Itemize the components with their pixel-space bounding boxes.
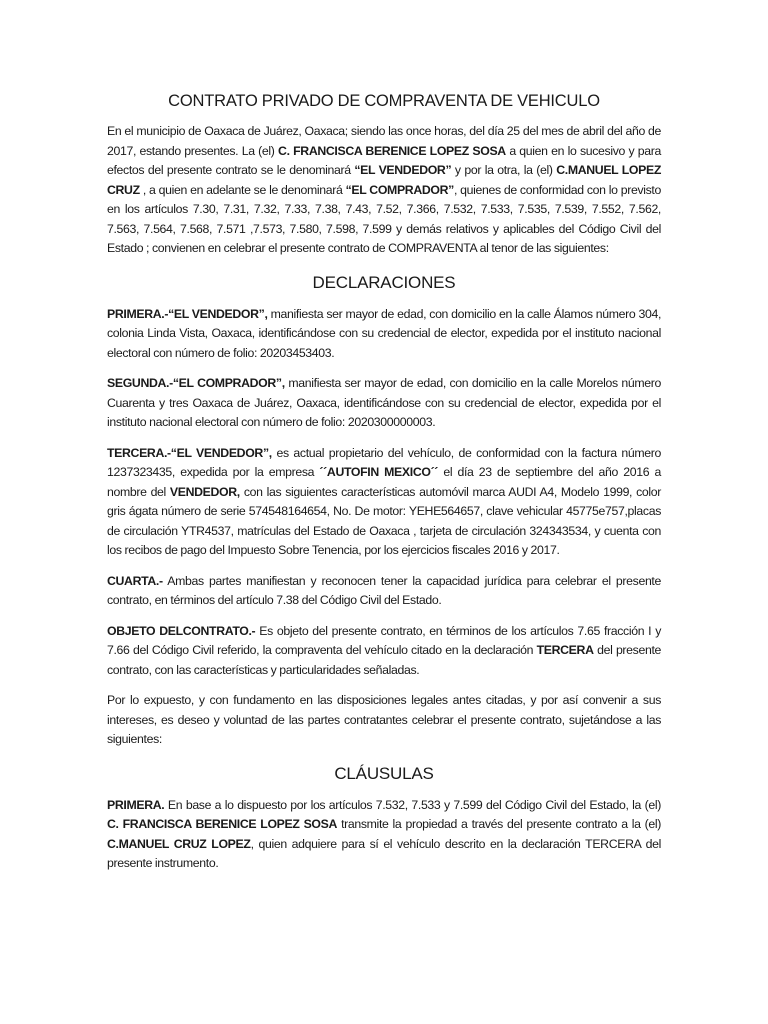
declaration-tercera (107, 444, 661, 561)
clause-text: transmite la propiedad a través del presente contrato a la (el) (337, 817, 662, 831)
declaration-text: es actual propietario del vehículo, de conformidad con la factura número 1237323435, expedida por la empresa (107, 445, 661, 479)
declaration-text: del presente contrato, con las características y particularidades señaladas. (107, 643, 661, 677)
declaration-text: manifiesta ser mayor de edad, con domicilio en la calle Álamos número 304, colonia Linda Vista, Oaxaca, identificándose con su credencial de elector, expedida por el instituto nacional electoral con número de folio: 20203453403. (107, 306, 662, 360)
por-lo-expuesto-paragraph: Por lo expuesto, y con fundamento en las disposiciones legales antes citadas, y por así convenir a sus intereses, es deseo y voluntad de las partes contratantes celebrar el presente contrato, sujetándose a las siguientes: (107, 693, 661, 746)
clauses-heading: CLÁUSULAS (334, 763, 434, 783)
declaration-label: TERCERA.-“EL VENDEDOR”, (107, 445, 272, 460)
intro-paragraph (107, 122, 661, 259)
declaration-label: CUARTA.- (107, 573, 163, 588)
clause-label: PRIMERA. (107, 797, 165, 812)
declaration-text: con las siguientes características automóvil marca AUDI A4, Modelo 1999, color gris ágata número de serie 574548164654, No. De motor: YEHE564657, clave vehicular 45775e757,placas de circulación YTR4537, matrículas del Estado de Oaxaca , tarjeta de circulación 324343534, y cuenta con los recibos de pago del Impuesto Sobre Tenencia, por los ejercicios fiscales 2016 y 2017. (107, 484, 661, 557)
vendedor-label: VENDEDOR, (169, 484, 240, 499)
intro-text: , a quien en adelante se le denominará (139, 182, 346, 197)
tercera-reference: TERCERA (536, 643, 594, 657)
declaration-objeto (107, 622, 661, 681)
declaration-segunda (107, 374, 661, 433)
seller-name: C. FRANCISCA BERENICE LOPEZ SOSA (107, 817, 338, 831)
clause-text: En base a lo dispuesto por los artículos 7.532, 7.533 y 7.599 del Código Civil del Estado, la (el) (164, 797, 661, 812)
buyer-name: C.MANUEL CRUZ LOPEZ (107, 836, 251, 851)
seller-name: C. FRANCISCA BERENICE LOPEZ SOSA (278, 143, 506, 158)
document-title: CONTRATO PRIVADO DE COMPRAVENTA DE VEHICULO (168, 92, 600, 110)
clause-primera (107, 796, 661, 874)
declaration-text: manifiesta ser mayor de edad, con domicilio en la calle Morelos número Cuarenta y tres Oaxaca de Juárez, Oaxaca, identificándose con su credencial de elector, expedida por el instituto nacional electoral con número de folio: 2020300000003. (107, 376, 661, 429)
seller-label: “EL VENDEDOR” (354, 163, 452, 177)
buyer-name: C.MANUEL LOPEZ CRUZ (107, 163, 661, 197)
declaration-label: SEGUNDA.-“EL COMPRADOR”, (107, 376, 285, 390)
intro-text: , quienes de conformidad con lo previsto en los artículos 7.30, 7.31, 7.32, 7.33, 7.38, 7.43, 7.52, 7.366, 7.532, 7.533, 7.535, 7.539, 7.552, 7.562, 7.563, 7.564, 7.568, 7.571 ,7.573, 7.580, 7.598, 7.599 y demás relativos y aplicables del Código Civil del Estado ; convienen en celebrar el presente contrato de COMPRAVENTA al tenor de las siguientes: (107, 182, 661, 255)
declaration-text: Es objeto del presente contrato, en términos de los artículos 7.65 fracción I y 7.66 del Código Civil referido, la compraventa del vehículo citado en la declaración (107, 623, 661, 657)
clause-text: , quien adquiere para sí el vehículo descrito en la declaración TERCERA del presente instrumento. (107, 836, 661, 870)
declaration-label: PRIMERA.-“EL VENDEDOR”, (107, 306, 268, 321)
declaration-label: OBJETO DELCONTRATO.- (107, 623, 256, 638)
company-name: ´´AUTOFIN MEXICO´´ (319, 465, 439, 479)
buyer-label: “EL COMPRADOR” (345, 182, 454, 197)
declaration-primera (107, 305, 661, 364)
declaration-cuarta (107, 572, 661, 611)
intro-text: a quien en lo sucesivo y para efectos del presente contrato se le denominará (107, 143, 661, 177)
declaration-text: Ambas partes manifiestan y reconocen tener la capacidad jurídica para celebrar el presente contrato, en términos del artículo 7.38 del Código Civil del Estado. (107, 573, 661, 607)
declarations-heading: DECLARACIONES (312, 272, 456, 292)
intro-text: En el municipio de Oaxaca de Juárez, Oaxaca; siendo las once horas, del día 25 del mes de abril del año de 2017, estando presentes. La (el) (107, 124, 661, 158)
intro-text: y por la otra, la (el) (451, 163, 557, 177)
declaration-text: el día 23 de septiembre del año 2016 a nombre del (107, 465, 661, 499)
